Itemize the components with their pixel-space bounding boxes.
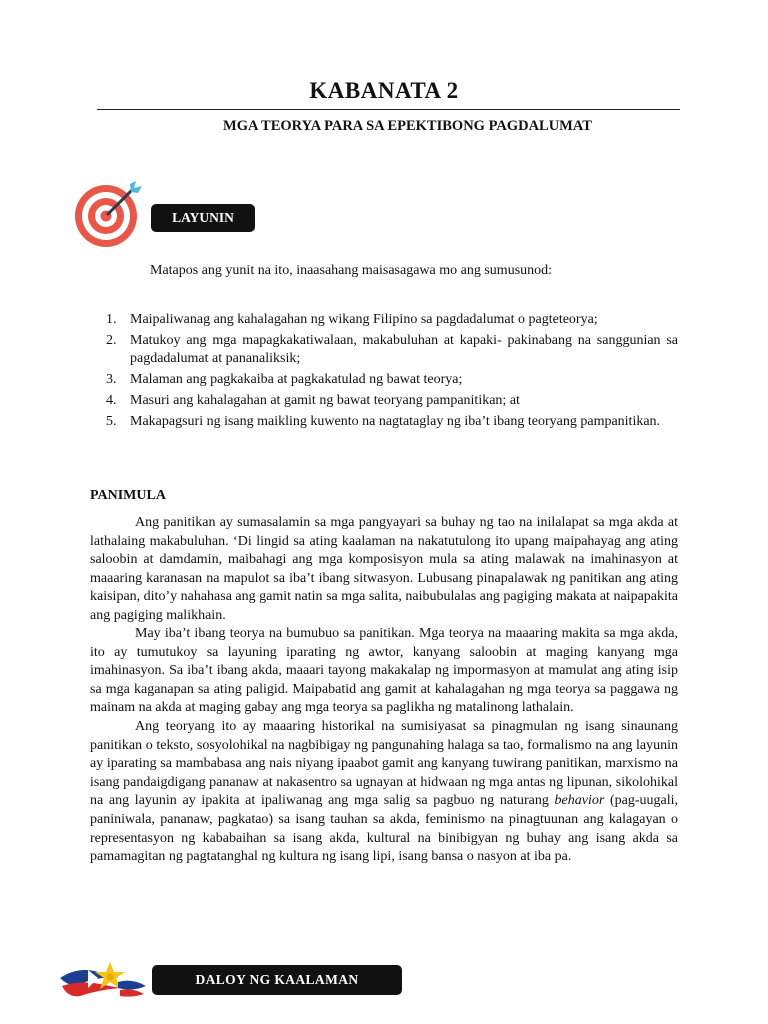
target-icon bbox=[70, 178, 148, 248]
list-item: 5. Makapagsuri ng isang maikling kuwento na nagtataglay ng iba’t ibang teoryang pampanitikan. bbox=[106, 414, 661, 429]
paragraph-text: Ang teoryang ito ay maaaring historikal na sumisiyasat sa pinagmulan ng isang sinaunang panitikan o teksto, sosyolohikal na nagbibigay ng pangunahing halaga sa tao, formalismo na ang layunin ay iparating sa mambabasa ang nais niyang ipaabot gamit ang kanyang tuwirang panitikan, marxismo na isang pandaigdigang pananaw at nakasentro sa ugnayan at hidwaan ng mga antas ng lipunan, sikolohikal na ang layunin ay ipakita at ipaliwanag ang mga salig sa pagbuo ng naturang bbox=[90, 719, 678, 809]
list-item: 4. Masuri ang kahalagahan at gamit ng bawat teoryang pampanitikan; at bbox=[106, 393, 520, 408]
list-item: 1. Maipaliwanag ang kahalagahan ng wikang Filipino sa pagdadalumat o pagteteorya; bbox=[106, 312, 598, 327]
panimula-paragraph-1: Ang panitikan ay sumasalamin sa mga pangyayari sa buhay ng tao na inilalapat sa mga akda at lathalaing makabuluhan. ‘Di lingid sa ating kaalaman na nakatutulong ito upang maipahayag ang ating saloobin at damdamin, maibahagi ang mga komposisyon mula sa ating malawak na imahinasyon at maaaring karanasan na mapulot sa iba’t ibang sitwasyon. Lubusang pinapalawak ng panitikan ang ating kaisipan, dito’y nahahasa ang gamit natin sa mga salita, naibubulalas ang pagiging makata at naipapakita ang pagiging malikhain. bbox=[90, 515, 678, 623]
philippine-flag-logo-icon bbox=[58, 958, 148, 1000]
italic-term: behavior bbox=[554, 793, 605, 809]
paragraph-text: (pag-uugali, paniniwala, pananaw, pagkatao) sa isang tauhan sa akda, feminismo na pinagtuunan ang kalagayan o representasyon ng kababaihan sa isang akda, kultural na binibigyan ng buhay ang isang akda sa pamamagitan ng pagtatanghal ng kultura ng isang lipi, isang bansa o nasyon at iba pa. bbox=[90, 793, 679, 865]
title-divider bbox=[97, 109, 680, 110]
panimula-paragraph-2: May iba’t ibang teorya na bumubuo sa panitikan. Mga teorya na maaaring makita sa mga akda, ito ay tumutukoy sa layuning iparating ng awtor, kanyang saloobin at maging kanyang mga imahinasyon. Sa iba’t ibang akda, maaari tayong makakalap ng impormasyon at mamulat ang ating isip sa mga kaganapan sa ating paligid. Maipabatid ang gamit at kahalagahan ng mga teorya sa paggawa ng mainam na akda at maging gabay ang mga teorya sa paglikha ng matalinong lathalain. bbox=[90, 626, 678, 716]
list-item: 2. Matukoy ang mga mapagkakatiwalaan, makabuluhan at kapaki- pakinabang na sanggunian sa pagdadalumat at pananaliksik; bbox=[106, 333, 678, 366]
chapter-title: KABANATA 2 bbox=[309, 78, 459, 103]
list-item: 3. Malaman ang pagkakaiba at pagkakatulad ng bawat teorya; bbox=[106, 372, 463, 387]
panimula-paragraph-3 bbox=[90, 718, 678, 867]
daloy-ng-kaalaman-label: DALOY NG KAALAMAN bbox=[152, 965, 402, 995]
objectives-intro: Matapos ang yunit na ito, inaasahang maisasagawa mo ang sumusunod: bbox=[150, 263, 553, 278]
objectives-list bbox=[100, 311, 678, 434]
layunin-label: LAYUNIN bbox=[151, 204, 255, 232]
chapter-subtitle: MGA TEORYA PARA SA EPEKTIBONG PAGDALUMAT bbox=[223, 118, 592, 134]
panimula-heading: PANIMULA bbox=[90, 488, 166, 503]
